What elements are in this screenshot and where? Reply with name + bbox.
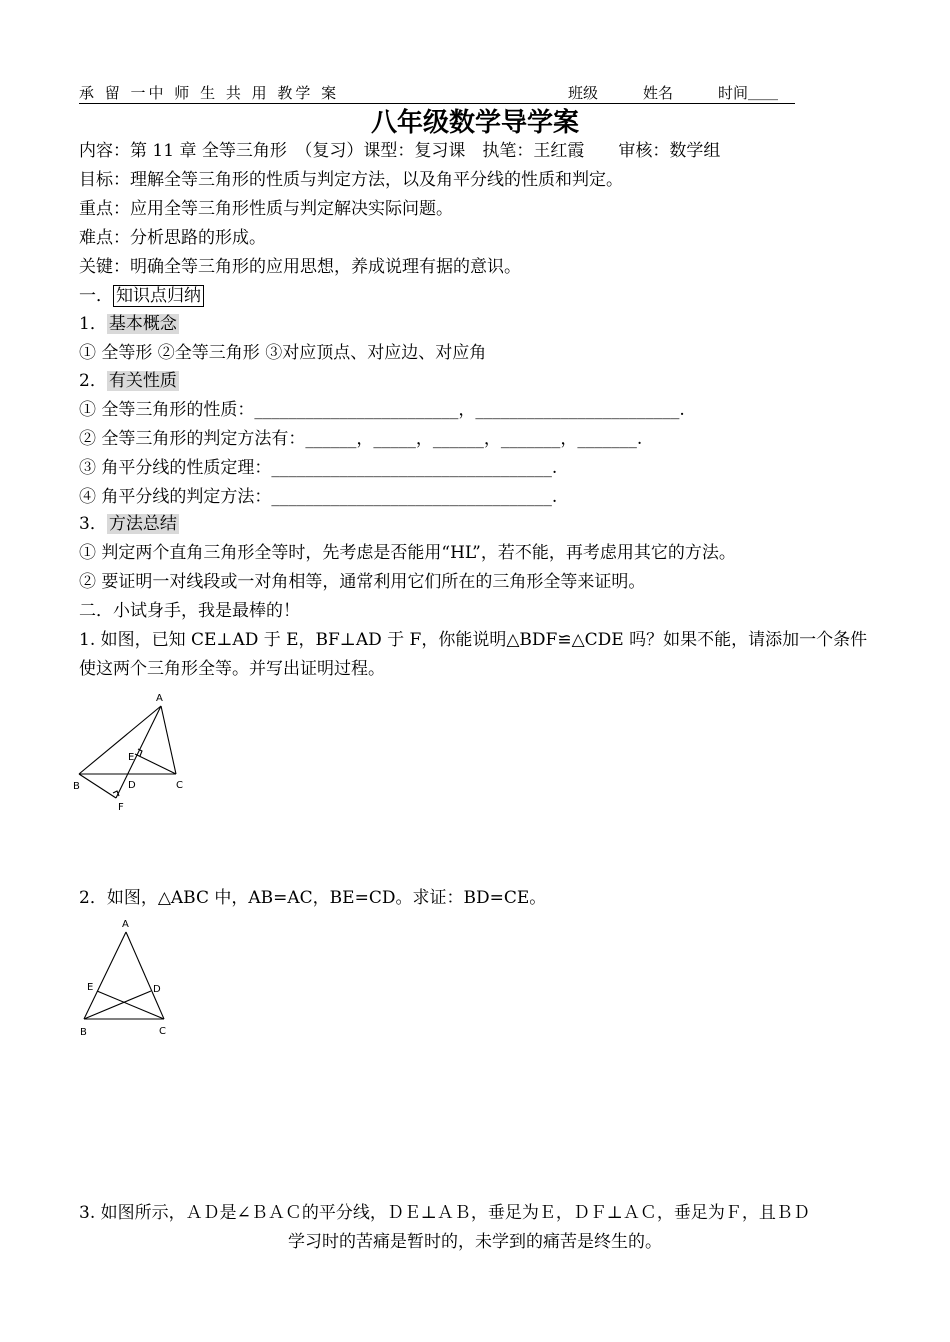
section1-prefix: 一．	[79, 286, 113, 306]
question-1-line1: 1. 如图，已知 CE⊥AD 于 E，BF⊥AD 于 F，你能说明△BDF≌△CDE 吗？如果不能，请添加一个条件	[79, 630, 868, 650]
label-d: D	[153, 984, 161, 995]
segment-ac	[161, 706, 176, 774]
subsection-number: 3．	[79, 514, 107, 534]
segment-bd	[84, 991, 151, 1019]
segment-ab	[79, 706, 161, 774]
label-c: C	[176, 780, 183, 791]
label-e: E	[87, 982, 94, 993]
meta-goal: 目标：理解全等三角形的性质与判定方法，以及角平分线的性质和判定。	[79, 170, 623, 190]
method-1: ① 判定两个直角三角形全等时，先考虑是否能用“HL”，若不能，再考虑用其它的方法。	[79, 543, 736, 563]
meta-focus: 重点：应用全等三角形性质与判定解决实际问题。	[79, 199, 453, 219]
question-3: 3. 如图所示，ＡＤ是∠ＢＡＣ的平分线，ＤＥ⊥ＡＢ，垂足为Ｅ，ＤＦ⊥ＡＣ，垂足为Ｆ，且ＢＤ	[79, 1203, 810, 1223]
figure-2	[74, 915, 174, 1040]
page-title: 八年级数学导学案	[370, 108, 579, 138]
label-c: C	[159, 1026, 166, 1037]
subsection-number: 2．	[79, 371, 107, 391]
property-bisector-criterion: ④ 角平分线的判定方法：_________________________________.	[79, 487, 558, 507]
header-fields: 班级 姓名 时间＿＿	[568, 84, 779, 102]
subsection-properties	[79, 370, 179, 392]
section2-heading: 二．小试身手，我是最棒的！	[79, 601, 300, 621]
basic-concepts-list: ① 全等形 ②全等三角形 ③对应顶点、对应边、对应角	[79, 343, 487, 363]
property-criteria: ② 全等三角形的判定方法有：______，_____，______，_______，_______.	[79, 429, 643, 449]
segment-ce	[135, 754, 176, 774]
figure-1	[70, 690, 200, 815]
label-a: A	[122, 919, 129, 930]
right-angle-mark-f	[113, 791, 119, 796]
segment-bf	[79, 774, 116, 798]
method-2: ② 要证明一对线段或一对角相等，通常利用它们所在的三角形全等来证明。	[79, 572, 646, 592]
segment-ab	[84, 932, 126, 1019]
subsection-number: 1．	[79, 314, 107, 334]
meta-key: 关键：明确全等三角形的应用思想，养成说理有据的意识。	[79, 257, 521, 277]
meta-content-line: 内容：第 11 章 全等三角形 （复习）课型：复习课 执笔：王红霞 审核：数学组	[79, 141, 721, 161]
section1-heading	[79, 285, 204, 307]
subsection-title: 有关性质	[108, 371, 177, 391]
meta-difficulty: 难点：分析思路的形成。	[79, 228, 266, 248]
page-footer-motto: 学习时的苦痛是暂时的，未学到的痛苦是终生的。	[288, 1232, 662, 1252]
subsection-methods	[79, 513, 179, 535]
subsection-basic	[79, 313, 179, 335]
property-congruent: ① 全等三角形的性质：________________________，________________________.	[79, 400, 685, 420]
label-e: E	[128, 752, 135, 763]
subsection-title: 方法总结	[108, 514, 177, 534]
header-school: 承 留 一中 师 生 共 用 教学 案	[79, 84, 340, 102]
label-b: B	[73, 781, 80, 792]
question-2: 2．如图，△ABC 中，AB=AC，BE=CD。求证：BD=CE。	[79, 888, 547, 908]
label-a: A	[156, 693, 163, 704]
property-bisector-theorem: ③ 角平分线的性质定理：_________________________________.	[79, 458, 558, 478]
question-1-line2: 使这两个三角形全等。并写出证明过程。	[79, 659, 385, 679]
label-d: D	[128, 780, 136, 791]
subsection-title: 基本概念	[108, 314, 177, 334]
section1-title: 知识点归纳	[113, 285, 204, 307]
label-b: B	[80, 1027, 87, 1038]
label-f: F	[118, 802, 124, 813]
segment-af	[116, 706, 161, 798]
header-rule	[79, 103, 795, 104]
page-header	[79, 82, 795, 104]
